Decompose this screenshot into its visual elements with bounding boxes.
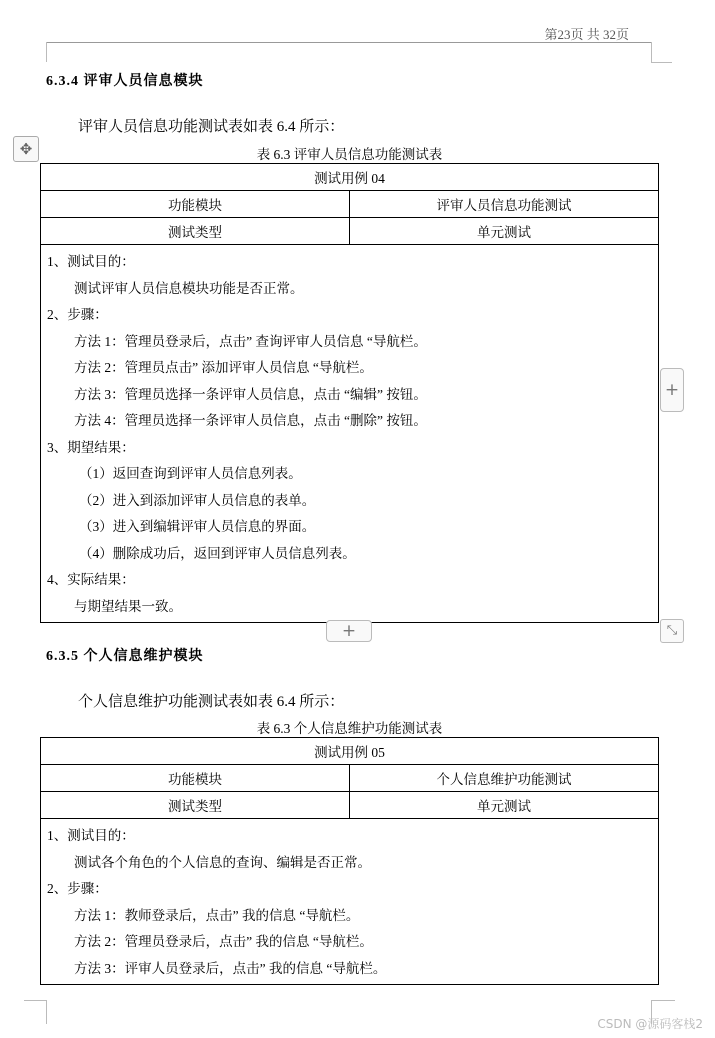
crop-mark (46, 1000, 47, 1024)
table-cell-case-id[interactable]: 测试用例 05 (41, 738, 659, 765)
purpose-label: 1、测试目的： (47, 828, 135, 843)
table-cell-module-label[interactable]: 功能模块 (41, 765, 350, 792)
expected-item: （2）进入到添加评审人员信息的表单。 (79, 492, 316, 508)
table-cell-details[interactable] (41, 819, 659, 985)
table-cell-type-value[interactable]: 单元测试 (350, 218, 659, 245)
section-intro: 个人信息维护功能测试表如表 6.4 所示： (78, 694, 345, 710)
step-item: 方法 3：管理员选择一条评审人员信息，点击 “编辑” 按钮。 (74, 386, 427, 402)
table-caption: 表 6.3 评审人员信息功能测试表 (256, 147, 443, 162)
purpose-label: 1、测试目的： (47, 254, 135, 269)
crop-mark (651, 1000, 675, 1001)
table-caption: 表 6.3 个人信息维护功能测试表 (256, 721, 443, 736)
step-item: 方法 2：管理员登录后，点击” 我的信息 “导航栏。 (74, 934, 373, 949)
add-row-button[interactable]: + (326, 620, 372, 642)
step-item: 方法 3：评审人员登录后，点击” 我的信息 “导航栏。 (74, 960, 387, 976)
step-item: 方法 1：教师登录后，点击” 我的信息 “导航栏。 (74, 907, 360, 923)
table-cell-type-value[interactable]: 单元测试 (350, 792, 659, 819)
steps-label: 2、步骤： (47, 307, 108, 322)
table-cell-module-value[interactable]: 个人信息维护功能测试 (350, 765, 659, 792)
section-heading: 6.3.4 评审人员信息模块 (46, 74, 204, 89)
watermark: CSDN @源码客栈2 (597, 1017, 703, 1031)
test-table (40, 163, 659, 623)
add-column-button[interactable]: + (660, 368, 684, 412)
crop-mark (46, 42, 47, 62)
table-cell-case-id[interactable]: 测试用例 04 (41, 164, 659, 191)
table-cell-type-label[interactable]: 测试类型 (41, 792, 350, 819)
crop-mark (24, 1000, 46, 1001)
table-cell-details[interactable] (41, 245, 659, 623)
section-intro: 评审人员信息功能测试表如表 6.4 所示： (78, 119, 345, 135)
step-item: 方法 2：管理员点击” 添加评审人员信息 “导航栏。 (74, 360, 373, 375)
table-cell-type-label[interactable]: 测试类型 (41, 218, 350, 245)
expected-item: （4）删除成功后，返回到评审人员信息列表。 (79, 545, 356, 561)
actual-text: 与期望结果一致。 (74, 598, 182, 614)
purpose-text: 测试各个角色的个人信息的查询、编辑是否正常。 (74, 854, 371, 870)
actual-label: 4、实际结果： (47, 572, 135, 587)
step-item: 方法 4：管理员选择一条评审人员信息，点击 “删除” 按钮。 (74, 413, 427, 428)
page-number: 第23页 共 32页 (544, 27, 629, 42)
move-arrows-icon[interactable]: ✥ (13, 136, 39, 162)
table-cell-module-value[interactable]: 评审人员信息功能测试 (350, 191, 659, 218)
crop-mark (651, 42, 672, 63)
expected-label: 3、期望结果： (47, 439, 135, 455)
test-table (40, 737, 659, 985)
step-item: 方法 1：管理员登录后，点击” 查询评审人员信息 “导航栏。 (74, 333, 427, 349)
section-heading: 6.3.5 个人信息维护模块 (46, 649, 204, 664)
table-cell-module-label[interactable]: 功能模块 (41, 191, 350, 218)
diagonal-arrows-icon[interactable]: ⤡ (660, 619, 684, 643)
steps-label: 2、步骤： (47, 881, 108, 896)
header-rule (46, 42, 652, 43)
expected-item: （1）返回查询到评审人员信息列表。 (79, 466, 302, 481)
expected-item: （3）进入到编辑评审人员信息的界面。 (79, 519, 316, 534)
purpose-text: 测试评审人员信息模块功能是否正常。 (74, 280, 304, 296)
